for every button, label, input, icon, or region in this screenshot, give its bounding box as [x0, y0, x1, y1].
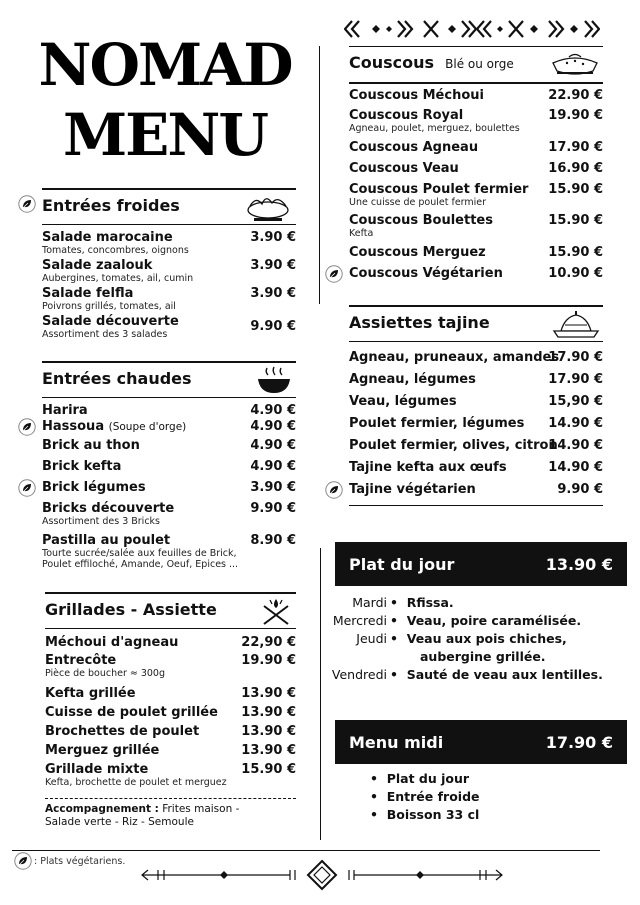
item-desc: Poulet effiloché, Amande, Oeuf, Epices ...: [42, 559, 239, 570]
item-price: 3.90 €: [250, 230, 296, 245]
grillades-header: [45, 592, 296, 628]
menu-item: [349, 213, 603, 239]
menu-item: [45, 743, 296, 758]
menu-item: [42, 501, 296, 527]
item-price: 4.90 €: [250, 459, 296, 474]
entrees-froides-header: [42, 188, 296, 224]
couscous-dish-icon: [549, 49, 601, 81]
item-price: 13.90 €: [241, 743, 296, 758]
item-name: Méchoui d'agneau: [45, 635, 179, 650]
item-price: 15.90 €: [548, 245, 603, 260]
section-title: Assiettes tajine: [349, 313, 490, 332]
tajine-pot-icon: [551, 309, 601, 341]
item-name: Brick légumes: [42, 480, 146, 495]
accompagnement: [45, 803, 296, 829]
accompagnement-line1: Frites maison -: [162, 803, 240, 815]
item-name: Couscous Veau: [349, 161, 459, 176]
vegetarian-leaf-icon: [18, 418, 36, 436]
vegetarian-leaf-icon: [325, 481, 343, 499]
item-desc: Tourte sucrée/salée aux feuilles de Brick,: [42, 548, 237, 559]
menu-midi-list: [370, 770, 480, 824]
item-desc: Kefta: [349, 228, 374, 239]
item-price: 14.90 €: [548, 416, 603, 431]
menu-item: [349, 460, 603, 475]
item-name: Salade zaalouk: [42, 258, 153, 273]
item-desc: Kefta, brochette de poulet et merguez: [45, 777, 227, 788]
menu-midi-title: Menu midi: [349, 732, 444, 752]
item-name: Pastilla au poulet: [42, 533, 171, 548]
vegetarian-legend: : Plats végétariens.: [34, 856, 126, 867]
item-price: 13.90 €: [241, 705, 296, 720]
menu-item: [349, 482, 603, 497]
menu-item: [349, 416, 603, 431]
item-price: 13.90 €: [241, 686, 296, 701]
menu-item: [349, 88, 603, 103]
column-divider: [319, 46, 320, 304]
item-desc: Agneau, poulet, merguez, boulettes: [349, 123, 520, 134]
item-name: Couscous Royal: [349, 108, 464, 123]
menu-item: [42, 419, 296, 435]
item-name: Agneau, légumes: [349, 372, 476, 387]
list-item: • Plat du jour: [370, 771, 470, 786]
item-name: Salade felfla: [42, 286, 134, 301]
vegetarian-leaf-icon: [18, 195, 36, 213]
item-desc: Assortiment des 3 salades: [42, 329, 168, 340]
menu-item: [42, 459, 296, 474]
day-dish: • Rfissa.: [390, 595, 454, 610]
item-name: Poulet fermier, légumes: [349, 416, 525, 431]
plat-du-jour-price: 13.90 €: [545, 554, 613, 574]
item-name: Couscous Poulet fermier: [349, 182, 529, 197]
item-name: Couscous Agneau: [349, 140, 479, 155]
day-dish-continued: aubergine grillée.: [420, 649, 546, 664]
item-desc: Aubergines, tomates, ail, cumin: [42, 273, 194, 284]
menu-item: [42, 533, 296, 570]
item-price: 8.90 €: [250, 533, 296, 548]
item-desc: Poivrons grillés, tomates, ail: [42, 301, 176, 312]
menu-item: [349, 245, 603, 260]
item-name: Harira: [42, 403, 88, 418]
vegetarian-leaf-icon: [18, 479, 36, 497]
item-price: 9.90 €: [250, 319, 296, 334]
day-dish: • Veau aux pois chiches,: [390, 631, 567, 646]
item-price: 13.90 €: [241, 724, 296, 739]
section-title: Entrées chaudes: [42, 369, 192, 388]
item-name: Grillade mixte: [45, 762, 149, 777]
item-name: Kefta grillée: [45, 686, 136, 701]
item-price: 17.90 €: [548, 372, 603, 387]
item-name: Brochettes de poulet: [45, 724, 200, 739]
ornament-border-icon: [344, 18, 600, 40]
menu-item: [349, 350, 603, 365]
tajine-header: [349, 305, 603, 341]
item-desc: Assortiment des 3 Bricks: [42, 516, 160, 527]
item-name: Merguez grillée: [45, 743, 160, 758]
item-name: Couscous Merguez: [349, 245, 486, 260]
item-price: 16.90 €: [548, 161, 603, 176]
footer-ornament-icon: [140, 858, 504, 892]
item-name: Tajine kefta aux œufs: [349, 460, 507, 475]
plat-du-jour-bar: [335, 542, 627, 586]
grillades-section: [45, 592, 296, 829]
item-name: Couscous Végétarien: [349, 266, 503, 281]
item-name: Couscous Boulettes: [349, 213, 493, 228]
vegetarian-leaf-icon: [14, 852, 32, 870]
menu-title-line1: NOMAD: [38, 31, 292, 99]
menu-item: [42, 480, 296, 495]
item-price: 4.90 €: [250, 438, 296, 453]
accompagnement-line2: Salade verte - Riz - Semoule: [45, 816, 194, 828]
menu-item: [349, 266, 603, 281]
accompagnement-label: Accompagnement :: [45, 803, 159, 815]
tajine-section: [349, 305, 603, 506]
entrees-chaudes-section: [42, 361, 296, 570]
menu-item: [42, 230, 296, 256]
footer-rule: [12, 850, 600, 851]
menu-item: [349, 394, 603, 409]
entrees-chaudes-header: [42, 361, 296, 397]
menu-item: [42, 438, 296, 453]
item-price: 15,90 €: [548, 394, 603, 409]
menu-item: [45, 686, 296, 701]
section-title: Grillades - Assiette: [45, 600, 217, 619]
item-price: 9.90 €: [557, 482, 603, 497]
item-price: 15.90 €: [241, 762, 296, 777]
item-price: 15.90 €: [548, 213, 603, 228]
couscous-section: [349, 46, 603, 281]
list-item: • Entrée froide: [370, 789, 480, 804]
item-price: 10.90 €: [548, 266, 603, 281]
item-price: 4.90 €: [250, 403, 296, 418]
menu-item: [42, 314, 296, 340]
menu-item: [349, 372, 603, 387]
item-price: 3.90 €: [250, 286, 296, 301]
menu-item: [349, 182, 603, 208]
item-desc: Pièce de boucher ≈ 300g: [45, 668, 166, 679]
item-price: 22.90 €: [548, 88, 603, 103]
menu-item: [42, 403, 296, 418]
menu-midi-price: 17.90 €: [545, 732, 613, 752]
item-name: Brick au thon: [42, 438, 140, 453]
salad-bowl-icon: [244, 192, 294, 224]
vegetarian-leaf-icon: [325, 265, 343, 283]
item-price: 14.90 €: [548, 438, 603, 453]
menu-midi-bar: [335, 720, 627, 764]
soup-bowl-icon: [254, 365, 294, 397]
menu-item: [349, 161, 603, 176]
item-price: 4.90 €: [250, 419, 296, 434]
item-desc: Une cuisse de poulet fermier: [349, 197, 487, 208]
menu-title-line2: MENU: [62, 101, 267, 169]
menu-item: [349, 108, 603, 134]
item-price: 14.90 €: [548, 460, 603, 475]
section-title: Entrées froides: [42, 196, 180, 215]
day-dish: • Sauté de veau aux lentilles.: [390, 667, 603, 682]
item-price: 9.90 €: [250, 501, 296, 516]
item-name: Poulet fermier, olives, citron: [349, 438, 558, 453]
item-desc: Tomates, concombres, oignons: [42, 245, 189, 256]
item-price: 3.90 €: [250, 258, 296, 273]
couscous-header: [349, 46, 603, 82]
item-name: Tajine végétarien: [349, 482, 476, 497]
item-name: Cuisse de poulet grillée: [45, 705, 218, 720]
menu-item: [45, 653, 296, 679]
item-name: Entrecôte: [45, 653, 117, 668]
menu-item: [349, 140, 603, 155]
item-name: Salade marocaine: [42, 230, 173, 245]
item-price: 19.90 €: [548, 108, 603, 123]
list-item: • Boisson 33 cl: [370, 807, 480, 822]
item-name: Hassoua: [42, 419, 105, 434]
item-price: 19.90 €: [241, 653, 296, 668]
menu-item: [42, 286, 296, 312]
item-price: 17.90 €: [548, 350, 603, 365]
menu-item: [42, 258, 296, 284]
item-name: Salade découverte: [42, 314, 179, 329]
menu-item: [45, 635, 296, 650]
plat-du-jour-title: Plat du jour: [349, 554, 455, 574]
item-price: 22,90 €: [241, 635, 296, 650]
item-price: 3.90 €: [250, 480, 296, 495]
menu-item: [349, 438, 603, 453]
menu-item: [45, 762, 296, 788]
item-name: Couscous Méchoui: [349, 88, 484, 103]
entrees-froides-section: [42, 188, 296, 340]
section-subtitle: Blé ou orge: [445, 57, 514, 71]
item-price: 17.90 €: [548, 140, 603, 155]
menu-item: [45, 705, 296, 720]
day-dish: • Veau, poire caramélisée.: [390, 613, 582, 628]
menu-item: [45, 724, 296, 739]
item-name: Brick kefta: [42, 459, 122, 474]
item-price: 15.90 €: [548, 182, 603, 197]
item-name: Bricks découverte: [42, 501, 175, 516]
item-note: (Soupe d'orge): [108, 421, 187, 433]
item-name: Agneau, pruneaux, amandes: [349, 350, 560, 365]
section-title: Couscous: [349, 53, 435, 72]
column-divider: [320, 548, 321, 840]
item-name: Veau, légumes: [349, 394, 457, 409]
